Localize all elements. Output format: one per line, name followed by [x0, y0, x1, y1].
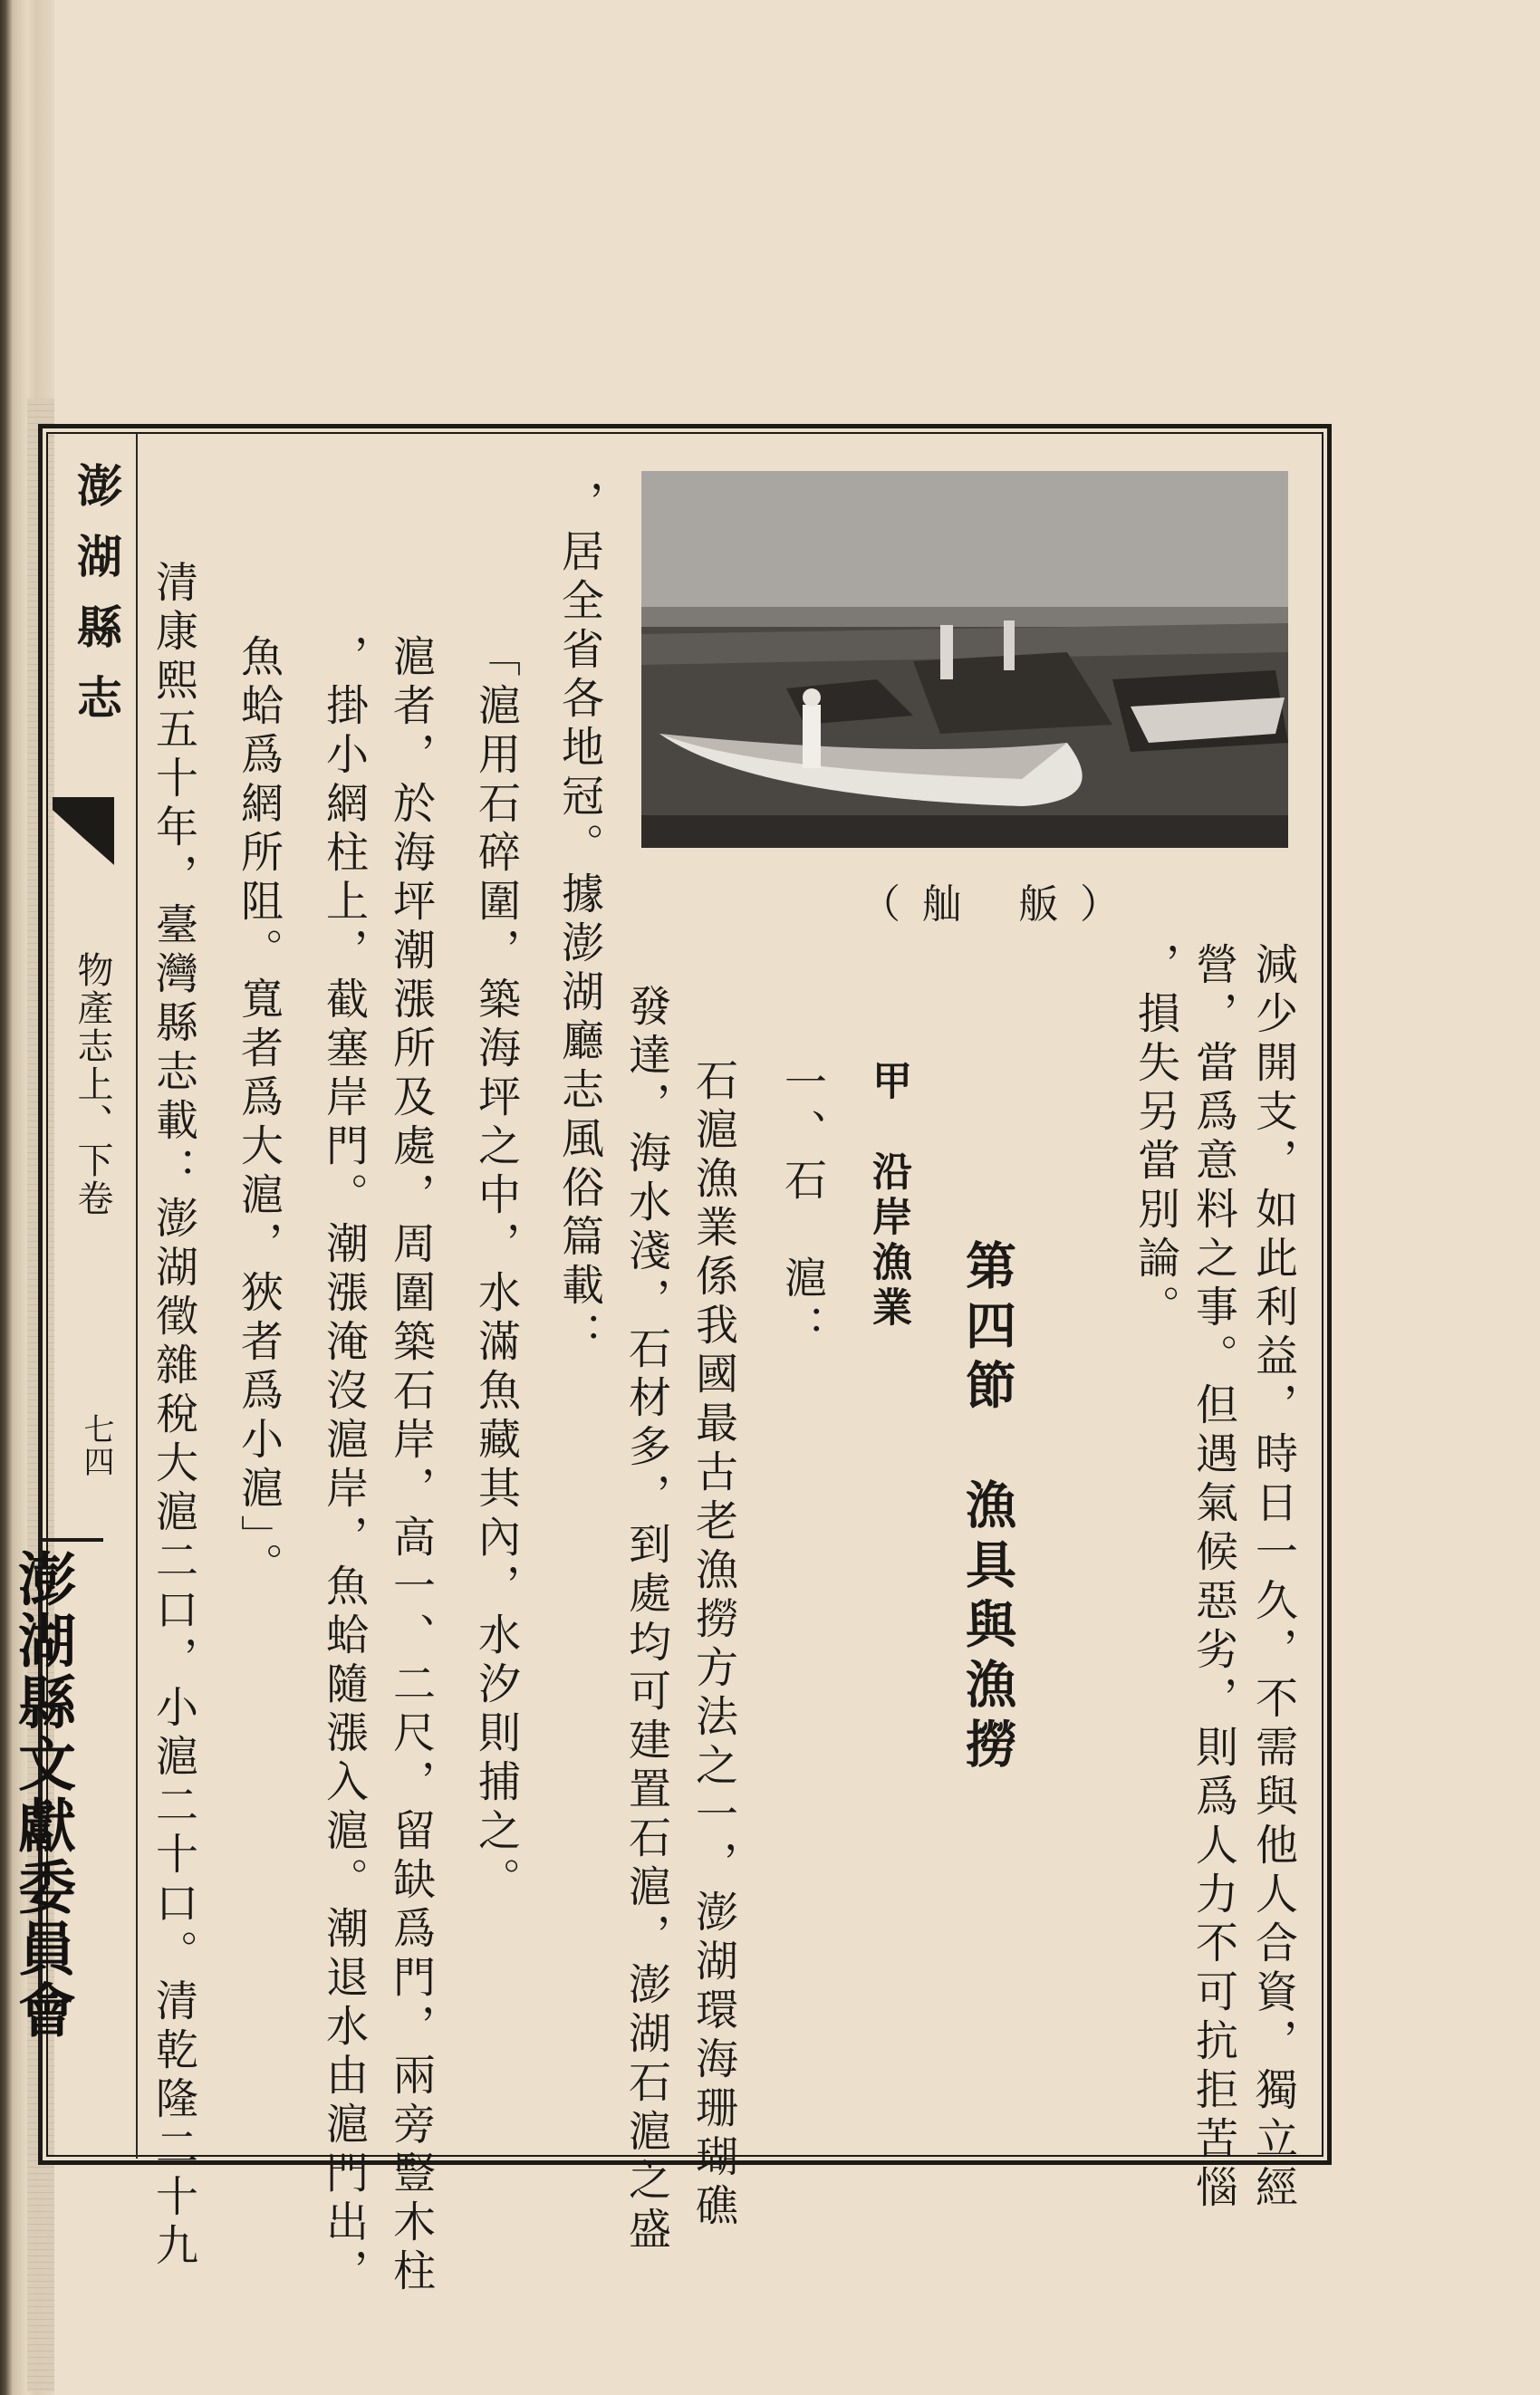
subsection-heading: 甲 沿岸漁業	[865, 1060, 911, 1332]
text-column: 清康熙五十年，臺灣縣志載：澎湖徵雜稅大滬二口，小滬二十口。清乾隆二十九	[149, 560, 198, 2272]
quote-column: 滬者，於海坪潮漲所及處，周圍築石岸，高一、二尺，留缺爲門，兩旁豎木柱	[386, 634, 436, 2297]
folio-rule	[38, 1538, 103, 1542]
sampan-photo-drawing	[641, 471, 1288, 848]
page-number: 七四	[78, 1413, 114, 1478]
quote-column: ，掛小網柱上，截塞岸門。潮漲淹沒滬岸，魚蛤隨漲入滬。潮退水由滬門出，	[319, 634, 369, 2297]
text-column: ，居全省各地冠。據澎湖廳志風俗篇載：	[554, 480, 604, 1361]
text-column: 石滬漁業係我國最古老漁撈方法之一，澎湖環海珊瑚礁	[688, 1058, 738, 2232]
text-column: ，損失另當別論。	[1131, 942, 1180, 1333]
section-heading: 第四節 漁具與漁撈	[958, 1239, 1017, 1777]
section-name: 物產志上、下卷	[72, 951, 113, 1217]
book-title: 澎湖縣志	[70, 462, 123, 745]
item-heading: 一、石 滬：	[777, 1060, 827, 1353]
fishtail-mark-icon	[53, 797, 114, 865]
sampan-photo	[641, 471, 1288, 848]
text-column: 發達，海水淺，石材多，到處均可建置石滬，澎湖石滬之盛	[621, 984, 671, 2256]
text-column: 減少開支，如此利益，時日一久，不需與他人合資，獨立經	[1248, 942, 1298, 2214]
text-column: 營，當爲意料之事。但遇氣候惡劣，則爲人力不可抗拒苦惱	[1189, 942, 1238, 2214]
photo-caption: （舢 舨）	[861, 881, 1141, 928]
quote-column: 魚蛤爲網所阻。寬者爲大滬，狹者爲小滬」。	[234, 634, 284, 1592]
publisher-name: 澎湖縣文獻委員會	[8, 1549, 76, 2042]
quote-column: 「滬用石碎圍，築海坪之中，水滿魚藏其內，水汐則捕之。	[471, 634, 521, 1906]
